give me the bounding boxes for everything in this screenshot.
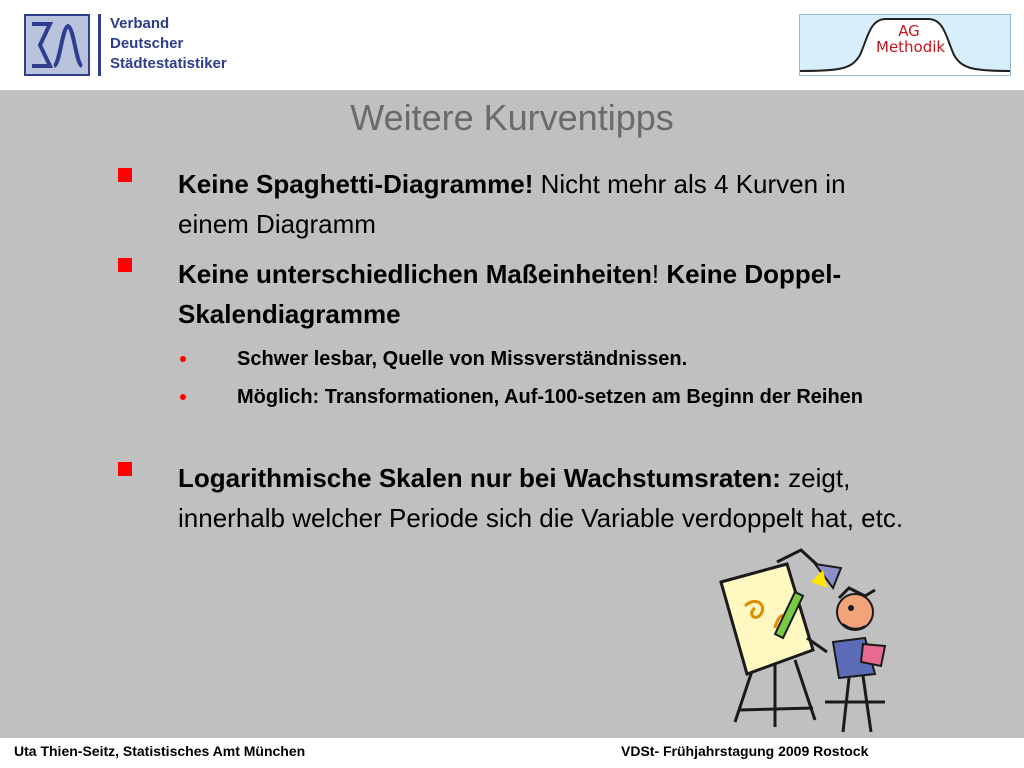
sub-bullet-dot-icon (180, 356, 186, 362)
footer-author: Uta Thien-Seitz, Statistisches Amt München (14, 743, 306, 759)
bullet-bold-text: Keine Doppel-Skalendiagramme (178, 259, 842, 329)
vds-name-line: Verband (110, 15, 170, 32)
ag-logo-line: AG (898, 22, 920, 40)
sub-bullet-dot-icon (180, 394, 186, 400)
bullet-bold-text: Keine unterschiedlichen Maßeinheiten (178, 259, 652, 289)
bullet-text: ! (651, 259, 667, 289)
bullet-item (178, 254, 908, 334)
bullet-text: zeigt, innerhalb welcher Periode sich die Variable verdoppelt hat, etc. (178, 463, 904, 533)
square-bullet-icon (118, 258, 132, 272)
bullet-item (178, 458, 908, 538)
ag-methodik-logo-icon (799, 14, 1011, 76)
footer-event: VDSt- Frühjahrstagung 2009 Rostock (621, 743, 869, 759)
bullet-bold-text: Keine Spaghetti-Diagramme! (178, 169, 534, 199)
slide-header (0, 0, 1024, 90)
sub-bullet-item: Schwer lesbar, Quelle von Missverständnissen. (237, 348, 688, 370)
slide-footer (0, 738, 1024, 768)
vds-organization-name (110, 14, 280, 74)
bullet-bold-text: Logarithmische Skalen nur bei Wachstumsraten: (178, 463, 781, 493)
ag-logo-line: Methodik (876, 38, 946, 56)
vds-name-line: Städtestatistiker (110, 55, 227, 72)
sub-bullet-item: Möglich: Transformationen, Auf-100-setzen am Beginn der Reihen (237, 386, 864, 408)
vds-name-line: Deutscher (110, 35, 184, 52)
square-bullet-icon (118, 462, 132, 476)
ag-logo-text (876, 22, 946, 56)
slide-title: Weitere Kurventipps (350, 97, 674, 138)
square-bullet-icon (118, 168, 132, 182)
bullet-item (178, 164, 908, 244)
bullet-text: Nicht mehr als 4 Kurven in einem Diagramm (178, 169, 846, 239)
logo-divider (98, 14, 101, 76)
vds-logo-icon (24, 14, 90, 76)
artist-at-easel-icon (715, 542, 895, 738)
